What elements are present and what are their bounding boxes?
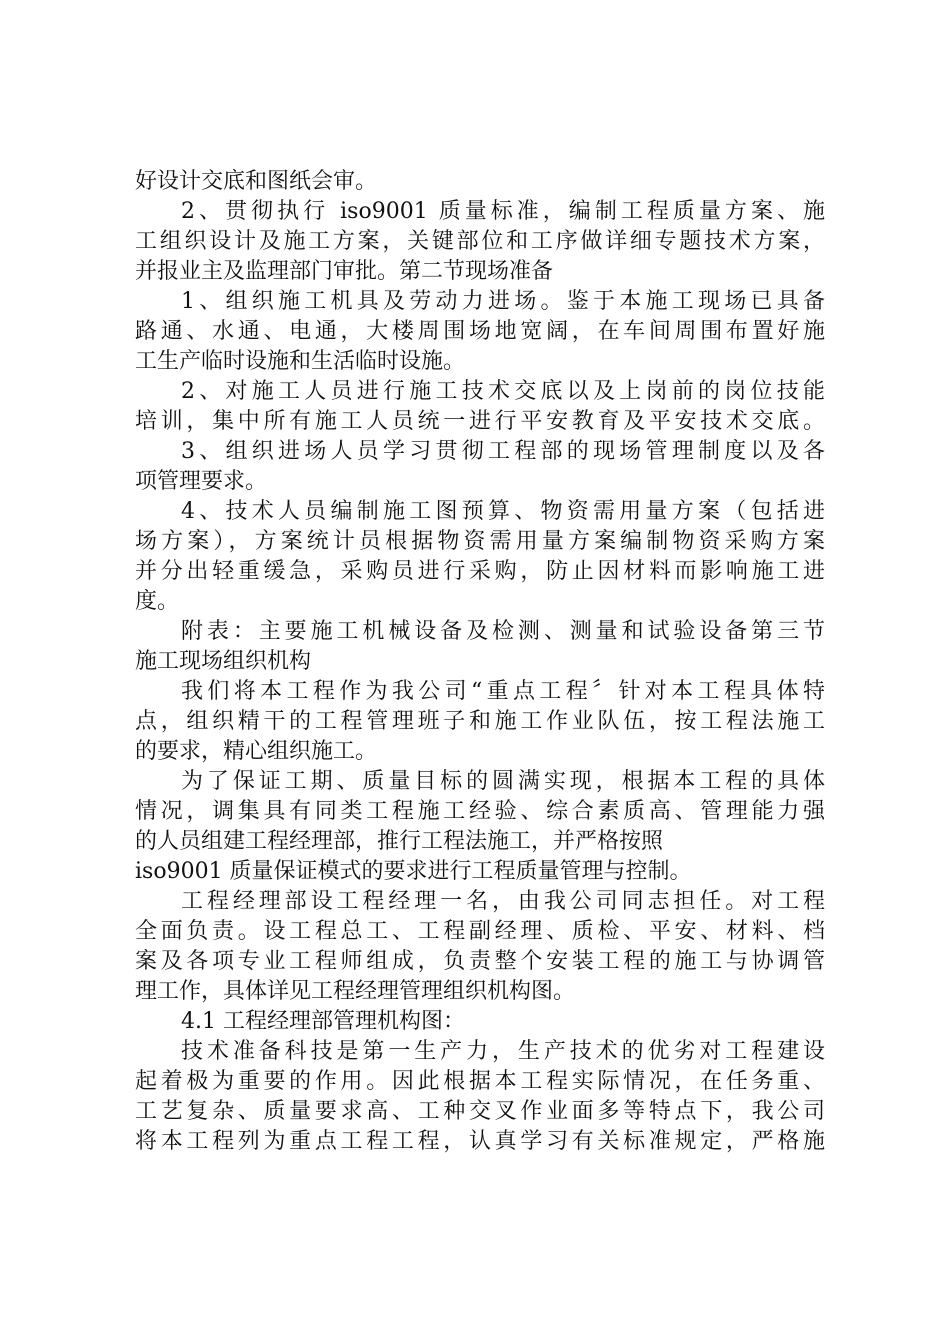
text-line: iso9001 质量保证模式的要求进行工程质量管理与控制。 <box>135 859 692 884</box>
text-line: 2、对施工人员进行施工技术交底以及上岗前的岗位技能 <box>181 379 825 404</box>
text-line: 工艺复杂、质量要求高、工种交叉作业面多等特点下，我公司 <box>135 1099 825 1124</box>
text-line: 培训，集中所有施工人员统一进行平安教育及平安技术交底。 <box>135 409 825 434</box>
document-body <box>135 167 825 1157</box>
text-line: 3、组织进场人员学习贯彻工程部的现场管理制度以及各 <box>181 439 825 464</box>
text-line: 工程经理部设工程经理一名，由我公司同志担任。对工程 <box>181 889 825 914</box>
text-line: 项管理要求。 <box>135 469 268 494</box>
text-line: 并报业主及监理部门审批。第二节现场准备 <box>135 259 554 284</box>
text-line: 场方案），方案统计员根据物资需用量方案编制物资采购方案 <box>135 529 825 554</box>
text-line: 路通、水通、电通，大楼周围场地宽阔，在车间周围布置好施 <box>135 319 825 344</box>
text-line: 情况，调集具有同类工程施工经验、综合素质高、管理能力强 <box>135 799 825 824</box>
text-line: 我们将本工程作为我公司“重点工程〞针对本工程具体特 <box>181 679 825 704</box>
text-line: 的要求，精心组织施工。 <box>135 739 378 764</box>
text-line: 点，组织精干的工程管理班子和施工作业队伍，按工程法施工 <box>135 709 825 734</box>
text-line: 工组织设计及施工方案，关键部位和工序做详细专题技术方案， <box>135 229 825 254</box>
text-line: 为了保证工期、质量目标的圆满实现，根据本工程的具体 <box>181 769 825 794</box>
text-line: 4.1 工程经理部管理机构图： <box>181 1009 465 1034</box>
text-line: 将本工程列为重点工程工程，认真学习有关标准规定，严格施 <box>135 1129 825 1154</box>
text-line: 好设计交底和图纸会审。 <box>135 169 378 194</box>
text-line: 施工现场组织机构 <box>135 649 312 674</box>
text-line: 技术准备科技是第一生产力，生产技术的优劣对工程建设 <box>181 1039 825 1064</box>
text-line: 1、组织施工机具及劳动力进场。鉴于本施工现场已具备 <box>181 289 825 314</box>
text-line: 附表：主要施工机械设备及检测、测量和试验设备第三节 <box>181 619 825 644</box>
text-line: 全面负责。设工程总工、工程副经理、质检、平安、材料、档 <box>135 919 825 944</box>
text-line: 工生产临时设施和生活临时设施。 <box>135 349 466 374</box>
text-line: 4、技术人员编制施工图预算、物资需用量方案（包括进 <box>181 499 825 524</box>
text-line: 度。 <box>135 589 180 614</box>
text-line: 的人员组建工程经理部，推行工程法施工，并严格按照 <box>135 829 664 854</box>
text-line: 理工作，具体详见工程经理管理组织机构图。 <box>135 979 576 1004</box>
text-line: 2、贯彻执行 iso9001 质量标准，编制工程质量方案、施 <box>181 199 825 224</box>
text-line: 起着极为重要的作用。因此根据本工程实际情况，在任务重、 <box>135 1069 825 1094</box>
text-line: 案及各项专业工程师组成，负责整个安装工程的施工与协调管 <box>135 949 825 974</box>
text-line: 并分出轻重缓急，采购员进行采购，防止因材料而影响施工进 <box>135 559 825 584</box>
